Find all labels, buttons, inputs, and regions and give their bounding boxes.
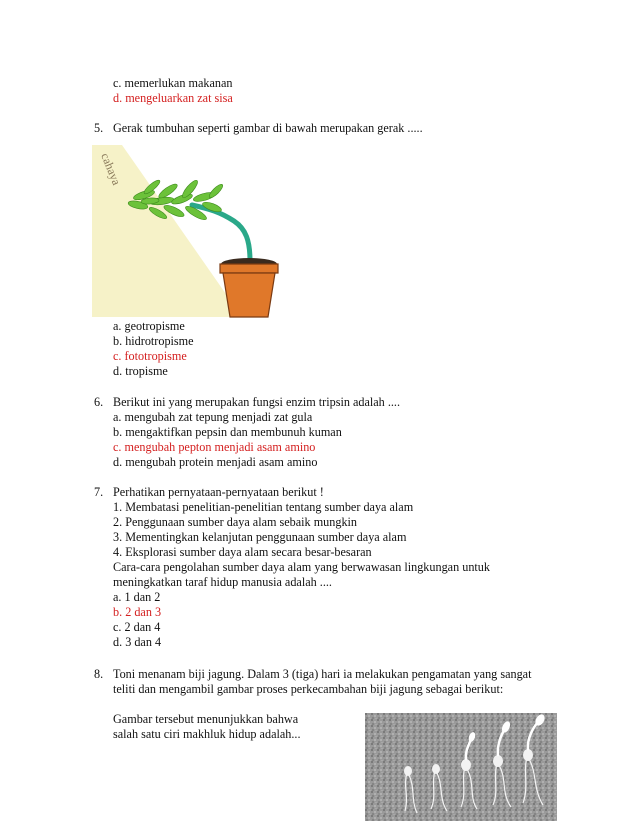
q7-number: 7. [94, 485, 104, 499]
q7-question: Perhatikan pernyataan-pernyataan berikut ! [113, 485, 324, 499]
q7-statement-1: 1. Membatasi penelitian-penelitian tentang sumber daya alam [113, 500, 414, 514]
q6-option-a: a. mengubah zat tepung menjadi zat gula [113, 410, 313, 424]
q4-option-d-answer: d. mengeluarkan zat sisa [113, 91, 233, 105]
q6-option-d: d. mengubah protein menjadi asam amino [113, 455, 318, 469]
q7-option-b-answer: b. 2 dan 3 [113, 605, 162, 619]
q7-option-a: a. 1 dan 2 [113, 590, 161, 604]
q7-statement-3: 3. Mementingkan kelanjutan penggunaan sumber daya alam [113, 530, 407, 544]
q4-option-c: c. memerlukan makanan [113, 76, 233, 90]
q7-prompt-line1: Cara-cara pengolahan sumber daya alam yang berwawasan lingkungan untuk [113, 560, 490, 574]
q7-statement-4: 4. Eksplorasi sumber daya alam secara besar-besaran [113, 545, 372, 559]
q8-prompt-line2: salah satu ciri makhluk hidup adalah... [113, 727, 301, 741]
q6-option-c-answer: c. mengubah pepton menjadi asam amino [113, 440, 316, 454]
q6-number: 6. [94, 395, 104, 409]
q8-number: 8. [94, 667, 104, 681]
q7-statement-2: 2. Penggunaan sumber daya alam sebaik mungkin [113, 515, 358, 529]
q6-option-b: b. mengaktifkan pepsin dan membunuh kuman [113, 425, 342, 439]
pot-body [223, 273, 275, 317]
pot-rim [220, 264, 278, 273]
q5-option-b: b. hidrotropisme [113, 334, 194, 348]
q8-line2: teliti dan mengambil gambar proses perkecambahan biji jagung sebagai berikut: [113, 682, 504, 696]
photo-background [365, 713, 557, 821]
light-label: cahaya [98, 150, 124, 188]
q5-option-a: a. geotropisme [113, 319, 185, 333]
q7-prompt-line2: meningkatkan taraf hidup manusia adalah .... [113, 575, 332, 589]
q5-question: Gerak tumbuhan seperti gambar di bawah merupakan gerak ..... [113, 121, 423, 135]
phototropism-figure [92, 143, 282, 321]
q5-number: 5. [94, 121, 104, 135]
q7-option-c: c. 2 dan 4 [113, 620, 161, 634]
q5-option-d: d. tropisme [113, 364, 168, 378]
q8-line1: Toni menanam biji jagung. Dalam 3 (tiga) hari ia melakukan pengamatan yang sangat [113, 667, 532, 681]
q8-prompt-line1: Gambar tersebut menunjukkan bahwa [113, 712, 299, 726]
corn-germination-photo [365, 713, 557, 821]
q7-option-d: d. 3 dan 4 [113, 635, 162, 649]
q5-option-c-answer: c. fototropisme [113, 349, 187, 363]
q6-question: Berikut ini yang merupakan fungsi enzim tripsin adalah .... [113, 395, 401, 409]
